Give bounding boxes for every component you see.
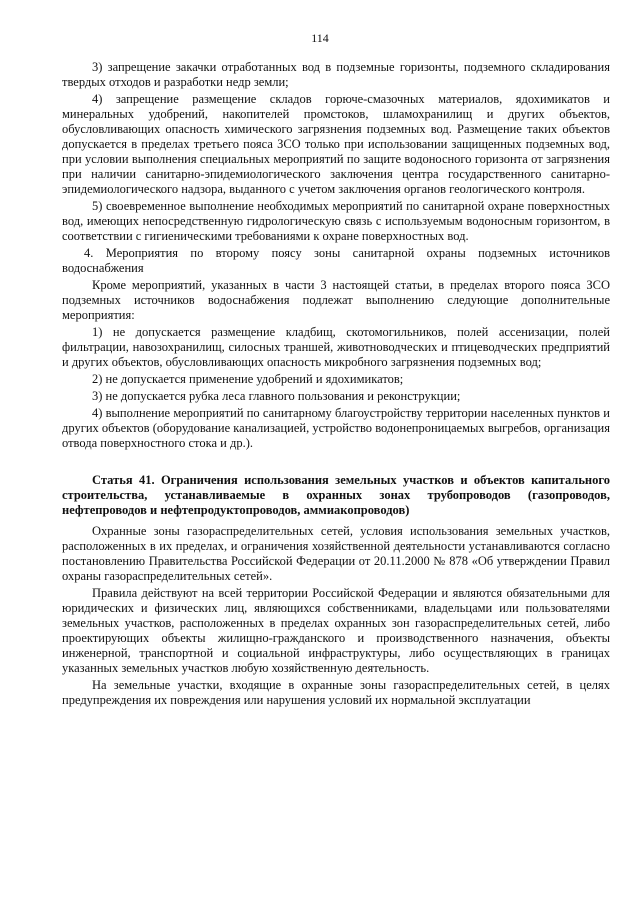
paragraph-item-5: 5) своевременное выполнение необходимых мероприятий по санитарной охране поверхностных вод, имеющих непосредственную гидрологическую связь с используемым водоносным горизонтом, в соответствии с гигиеническими требованиями к охране поверхностных вод. — [62, 199, 610, 243]
article-paragraph-1: Охранные зоны газораспределительных сетей, условия использования земельных участков, расположенных в их пределах, и ограничения хозяйственной деятельности устанавливаются согласно постановлению Правительства Российской Федерации от 20.11.2000 № 878 «Об утверждении Правил охраны газораспределительных сетей». — [62, 524, 610, 583]
article-paragraph-3: На земельные участки, входящие в охранные зоны газораспределительных сетей, в целях предупреждения их повреждения или нарушения условий их нормальной эксплуатации — [62, 678, 610, 707]
page-number: 114 — [311, 31, 329, 45]
article-41-heading: Статья 41. Ограничения использования земельных участков и объектов капитального строительства, устанавливаемые в охранных зонах трубопроводов (газопроводов, нефтепроводов и нефтепродуктопроводов, аммиакопроводов) — [62, 473, 610, 517]
paragraph-second-zone-item-3: 3) не допускается рубка леса главного пользования и реконструкции; — [92, 389, 461, 403]
paragraph-second-zone-item-1: 1) не допускается размещение кладбищ, скотомогильников, полей ассенизации, полей фильтрации, навозохранилищ, силосных траншей, животноводческих и птицеводческих предприятий и других объектов, обусловливающих опасность микробного загрязнения подземных вод; — [62, 325, 610, 369]
section-4-heading: 4. Мероприятия по второму поясу зоны санитарной охраны подземных источников водоснабжения — [62, 246, 610, 275]
paragraph-second-zone-item-4: 4) выполнение мероприятий по санитарному благоустройству территории населенных пунктов и других объектов (оборудование канализацией, устройство водонепроницаемых выгребов, организация отвода поверхностного стока и др.). — [62, 406, 610, 450]
paragraph-second-zone-item-2: 2) не допускается применение удобрений и ядохимикатов; — [92, 372, 404, 386]
article-paragraph-2: Правила действуют на всей территории Российской Федерации и являются обязательными для юридических и физических лиц, являющихся собственниками, владельцами или пользователями земельных участков, расположенных в пределах охранных зон газораспределительных сетей, либо проектирующих объекты жилищно-гражданского и производственного назначения, объекты инженерной, транспортной и социальной инфраструктуры, либо осуществляющих в границах указанных земельных участков любую хозяйственную деятельность. — [62, 586, 610, 675]
paragraph-item-3: 3) запрещение закачки отработанных вод в подземные горизонты, подземного складирования твердых отходов и разработки недр земли; — [62, 60, 610, 89]
paragraph-item-4: 4) запрещение размещение складов горюче-смазочных материалов, ядохимикатов и минеральных удобрений, накопителей промстоков, шламохранилищ и других объектов, обусловливающих опасность химического загрязнения подземных вод. Размещение таких объектов допускается в пределах третьего пояса ЗСО только при использовании защищенных подземных вод, при условии выполнения специальных мероприятий по защите водоносного горизонта от загрязнения при наличии санитарно-эпидемиологического заключения центра государственного санитарно-эпидемиологического надзора, выданного с учетом заключения органов геологического контроля. — [62, 92, 610, 196]
page-content — [62, 60, 610, 710]
paragraph-intro-second-zone: Кроме мероприятий, указанных в части 3 настоящей статьи, в пределах второго пояса ЗСО подземных источников водоснабжения подлежат выполнению следующие дополнительные мероприятия: — [62, 278, 610, 322]
